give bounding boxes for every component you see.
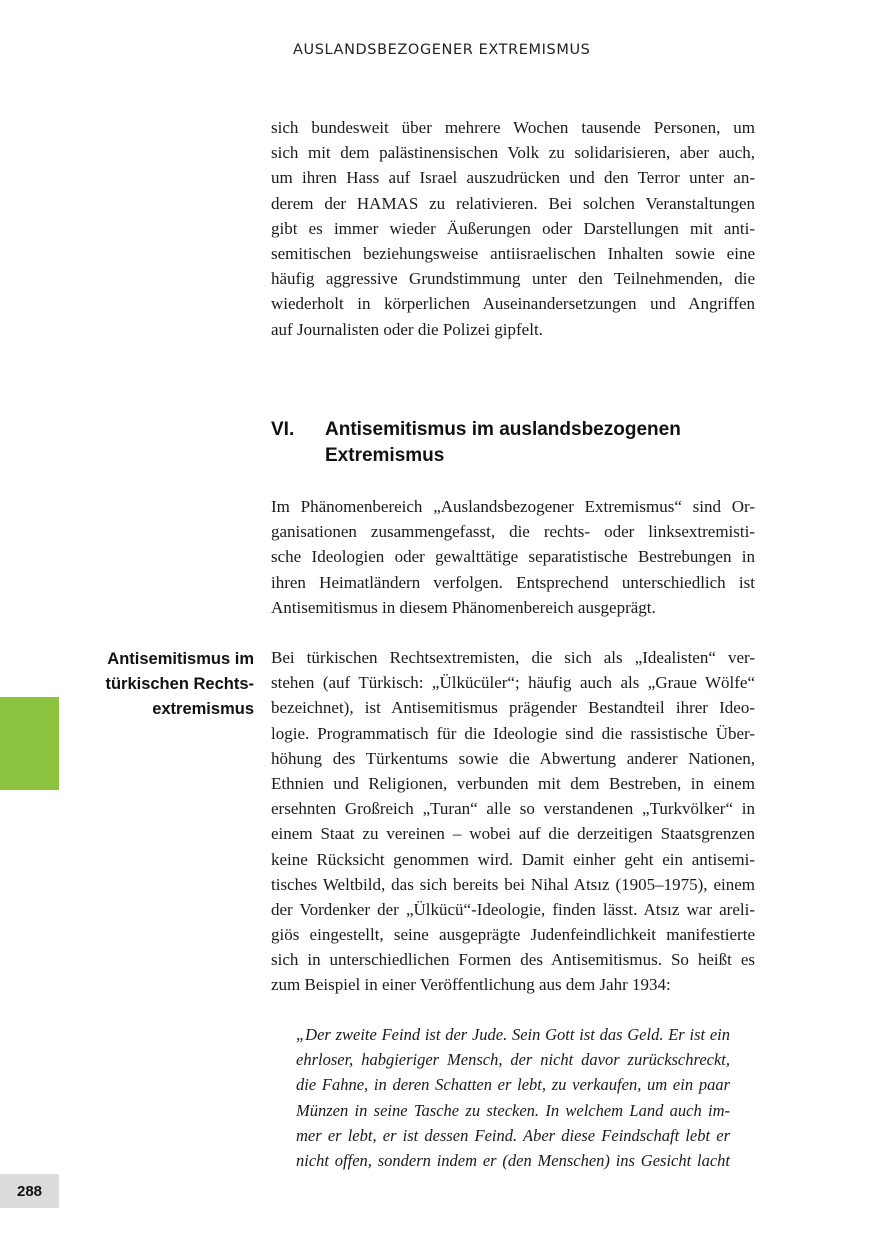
text-line: häufig aggressive Grundstimmung unter den Teilnehmenden, die <box>271 269 755 289</box>
text-line: Im Phänomenbereich „Auslandsbezogener Extremismus“ sind Or- <box>271 497 755 516</box>
text-line: giös eingestellt, seine ausgeprägte Judenfeindlichkeit manifestierte <box>271 925 755 945</box>
running-head: AUSLANDSBEZOGENER EXTREMISMUS <box>293 42 591 58</box>
text-line: wiederholt in körperlichen Auseinandersetzungen und Angriffen <box>271 294 755 314</box>
text-line: ersehnten Großreich „Turan“ alle so verstandenen „Turkvölker“ in <box>271 799 755 819</box>
quote-line: ehrloser, habgieriger Mensch, der nicht davor zurückschreckt, <box>296 1050 730 1070</box>
text-line: höhung des Türkentums sowie die Abwertung anderer Nationen, <box>271 748 755 768</box>
chapter-tab-marker <box>0 697 59 790</box>
text-line: semitischen beziehungsweise antiisraelischen Inhalten sowie eine <box>271 243 755 263</box>
text-line: logie. Programmatisch für die Ideologie sind die rassistische Über- <box>271 723 755 743</box>
text-line: Bei türkischen Rechtsextremisten, die sich als „Idealisten“ ver- <box>271 648 755 667</box>
text-line: keine Rücksicht genommen wird. Damit einher geht ein antisemi- <box>271 849 755 869</box>
margin-note-line: türkischen Rechts- <box>105 675 254 694</box>
text-line: zum Beispiel in einer Veröffentlichung aus dem Jahr 1934: <box>271 975 671 995</box>
margin-note <box>64 647 254 723</box>
quote-line: nicht offen, sondern indem er (den Menschen) ins Gesicht lacht <box>296 1150 730 1170</box>
text-line: gibt es immer wieder Äußerungen oder Darstellungen mit anti- <box>271 218 755 238</box>
page-number <box>0 1174 59 1208</box>
text-line: einem Staat zu vereinen – wobei auf die derzeitigen Staatsgrenzen <box>271 824 755 844</box>
text-line: ganisationen zusammengefasst, die rechts- oder linksextremisti- <box>271 522 755 542</box>
text-line: tisches Weltbild, das sich bereits bei Nihal Atsız (1905–1975), einem <box>271 874 755 894</box>
margin-note-line: Antisemitismus im <box>107 650 254 668</box>
body-paragraph-1 <box>271 115 755 342</box>
text-line: bezeichnet), ist Antisemitismus prägender Bestandteil ihrer Ideo- <box>271 698 755 718</box>
text-line: um ihren Hass auf Israel auszudrücken und den Terror unter an- <box>271 168 755 188</box>
text-line: Ethnien und Religionen, verbunden mit dem Bestreben, in einem <box>271 773 755 793</box>
body-paragraph-3 <box>271 645 755 998</box>
page-number-text: 288 <box>16 1182 43 1200</box>
text-line: auf Journalisten oder die Polizei gipfelt. <box>271 319 543 339</box>
text-line: sche Ideologien oder gewalttätige separatistische Bestrebungen in <box>271 547 755 567</box>
text-line: derem der HAMAS zu relativieren. Bei solchen Veranstaltungen <box>271 193 755 213</box>
text-line: Antisemitismus in diesem Phänomenbereich ausgeprägt. <box>271 597 656 617</box>
quote-line: Münzen in seine Tasche zu stecken. In welchem Land auch im- <box>296 1100 730 1120</box>
section-title: Antisemitismus im auslandsbezogenen Extremismus <box>325 419 681 466</box>
quote-line: mer er lebt, er ist dessen Feind. Aber diese Feindschaft lebt er <box>296 1125 730 1145</box>
body-paragraph-2 <box>271 494 755 620</box>
text-line: sich in unterschiedlichen Formen des Antisemitismus. So heißt es <box>271 950 755 970</box>
margin-note-line: extremismus <box>152 700 254 719</box>
quote-line: die Fahne, in deren Schatten er lebt, zu verkaufen, um ein paar <box>296 1075 730 1095</box>
section-number: VI. <box>271 419 295 440</box>
quote-line: „Der zweite Feind ist der Jude. Sein Gott ist das Geld. Er ist ein <box>296 1025 730 1044</box>
text-line: stehen (auf Türkisch: „Ülkücüler“; häufig auch als „Graue Wölfe“ <box>271 673 755 693</box>
text-line: sich mit dem palästinensischen Volk zu solidarisieren, aber auch, <box>271 143 755 163</box>
block-quote <box>296 1022 730 1173</box>
text-line: ihren Heimatländern verfolgen. Entsprechend unterschiedlich ist <box>271 572 755 592</box>
text-line: der Vordenker der „Ülkücü“-Ideologie, finden lässt. Atsız war areli- <box>271 899 755 919</box>
text-line: sich bundesweit über mehrere Wochen tausende Personen, um <box>271 118 755 137</box>
